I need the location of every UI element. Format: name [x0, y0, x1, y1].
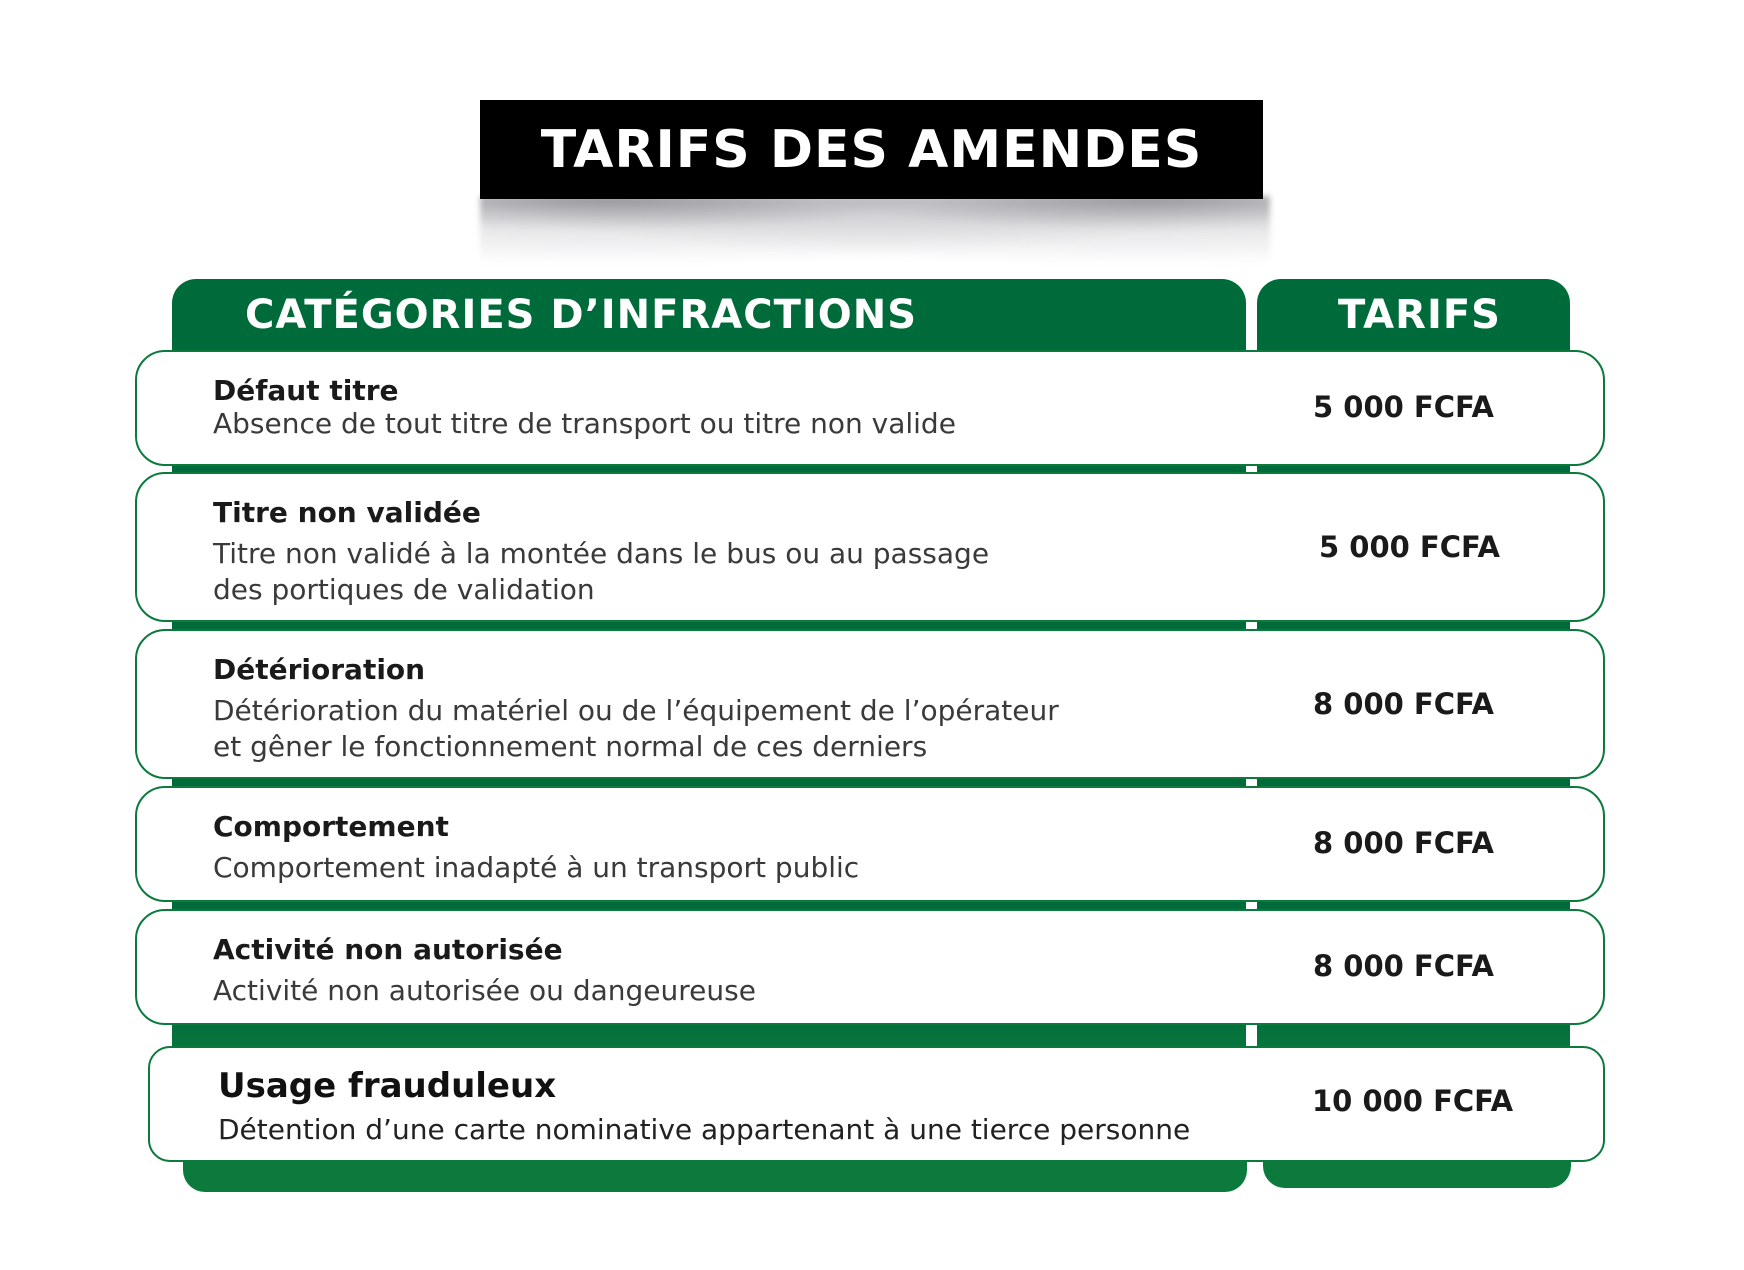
row-price: 8 000 FCFA [1313, 949, 1494, 983]
categories-header: CATÉGORIES D’INFRACTIONS [245, 292, 918, 338]
row-title: Activité non autorisée [213, 933, 563, 966]
table-row [148, 1046, 1605, 1162]
row-title: Titre non validée [213, 496, 481, 529]
title-banner [480, 100, 1263, 199]
table-row [135, 786, 1605, 902]
title-shadow [480, 196, 1270, 266]
page-title: TARIFS DES AMENDES [540, 119, 1203, 180]
row-price: 8 000 FCFA [1313, 687, 1494, 721]
row-description: Titre non validé à la montée dans le bus ou au passage des portiques de validation [213, 537, 990, 606]
table-row [135, 472, 1605, 622]
row-title: Comportement [213, 810, 449, 843]
table-row [135, 350, 1605, 466]
row-price: 8 000 FCFA [1313, 826, 1494, 860]
row-title: Détérioration [213, 653, 426, 686]
row-description: Absence de tout titre de transport ou titre non valide [213, 407, 956, 440]
row-description: Détention d’une carte nominative appartenant à une tierce personne [218, 1113, 1191, 1146]
table-row [135, 629, 1605, 779]
row-title: Défaut titre [213, 374, 399, 407]
row-title: Usage frauduleux [218, 1066, 557, 1106]
row-price: 10 000 FCFA [1312, 1084, 1514, 1118]
row-description: Comportement inadapté à un transport public [213, 851, 860, 884]
row-description: Détérioration du matériel ou de l’équipement de l’opérateur et gêner le fonctionnement normal de ces derniers [213, 694, 1059, 763]
row-description: Activité non autorisée ou dangeureuse [213, 974, 756, 1007]
tarifs-header: TARIFS [1338, 292, 1501, 338]
row-price: 5 000 FCFA [1313, 390, 1494, 424]
row-price: 5 000 FCFA [1319, 530, 1500, 564]
table-row [135, 909, 1605, 1025]
